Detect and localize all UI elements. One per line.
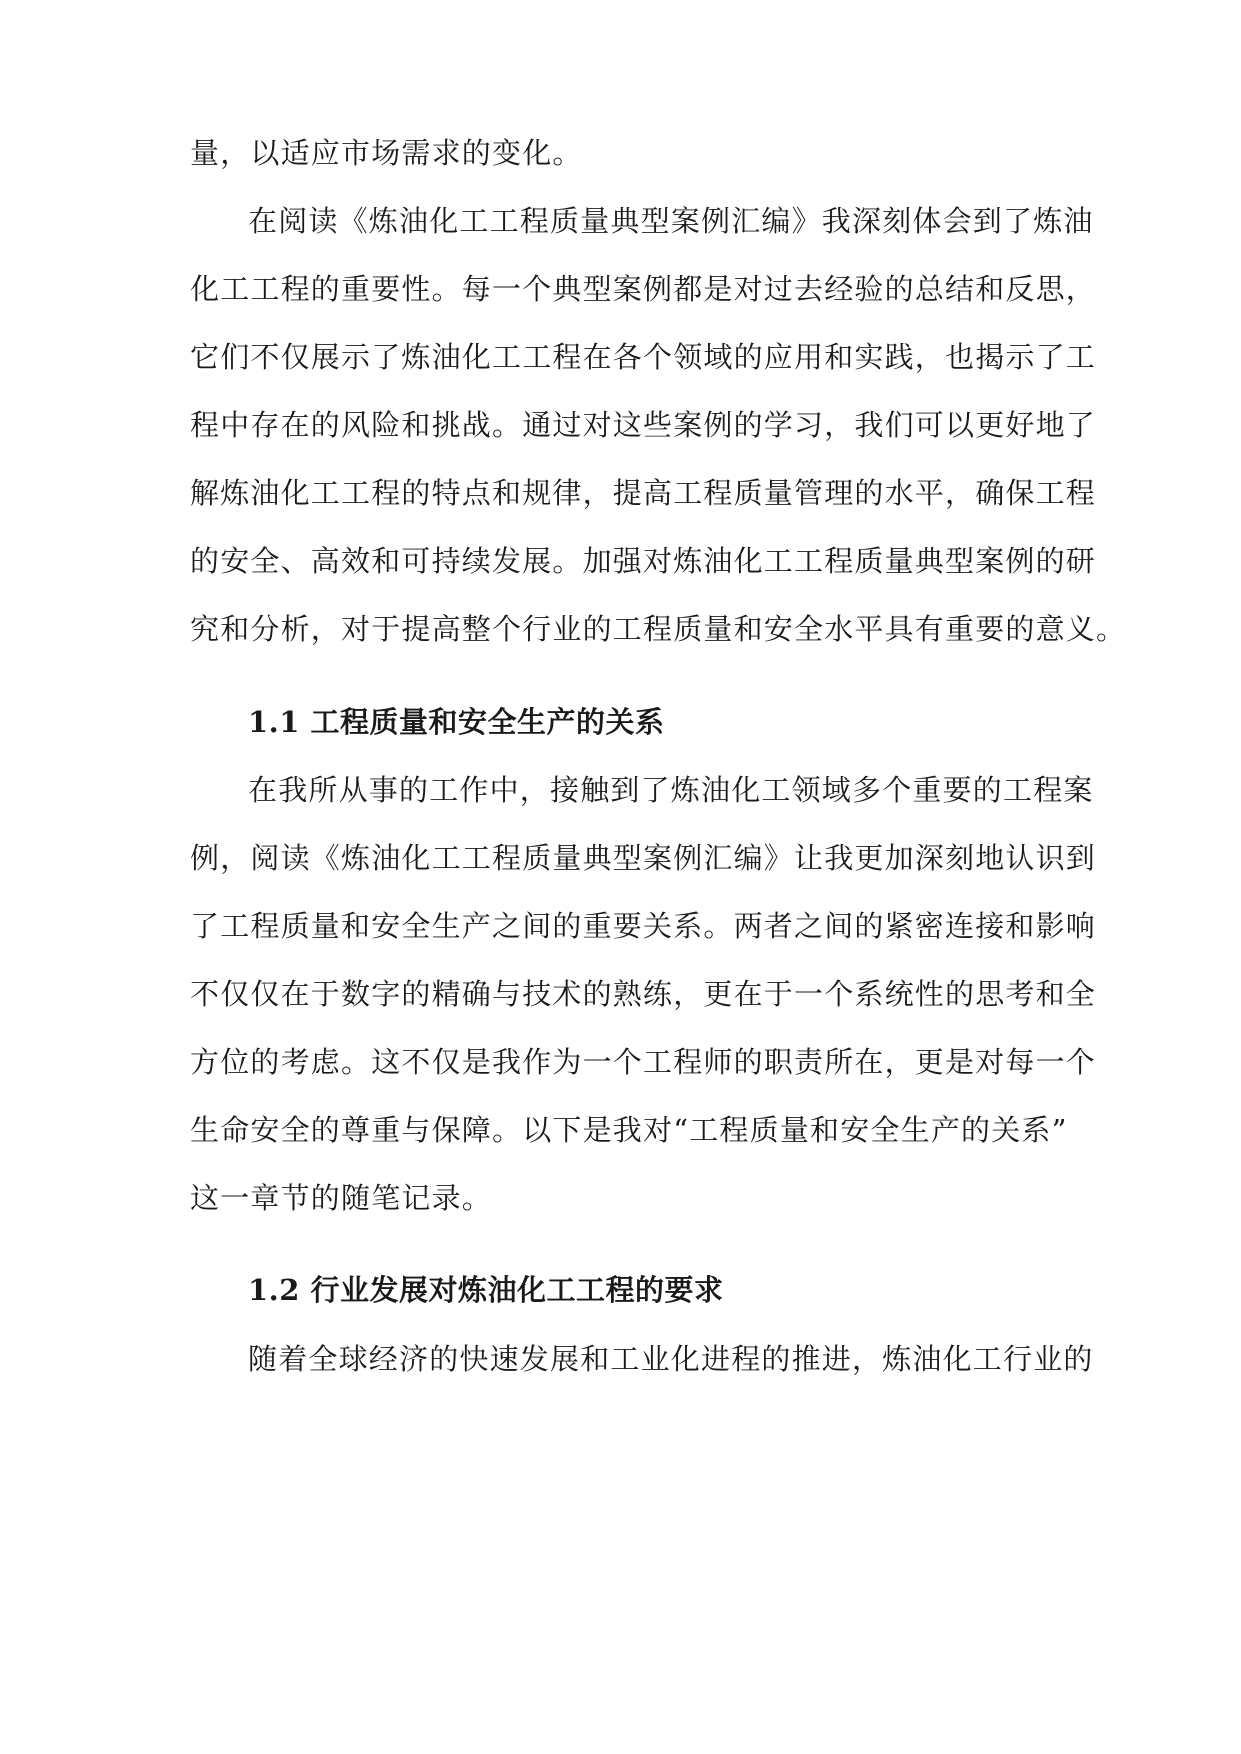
paragraph-line: 例，阅读《炼油化工工程质量典型案例汇编》让我更加深刻地认识到 <box>190 841 1097 875</box>
paragraph-line: 量，以适应市场需求的变化。 <box>190 136 583 170</box>
paragraph-line: 随着全球经济的快速发展和工业化进程的推进，炼油化工行业的 <box>248 1342 1094 1376</box>
paragraph-line: 的安全、高效和可持续发展。加强对炼油化工工程质量典型案例的研 <box>190 544 1097 578</box>
paragraph-line: 究和分析，对于提高整个行业的工程质量和安全水平具有重要的意义。 <box>190 612 1127 646</box>
paragraph-line: 在阅读《炼油化工工程质量典型案例汇编》我深刻体会到了炼油 <box>248 204 1094 238</box>
paragraph-line: 它们不仅展示了炼油化工工程在各个领域的应用和实践，也揭示了工 <box>190 340 1097 374</box>
section-heading: 1.1 工程质量和安全生产的关系 <box>248 705 665 739</box>
paragraph-line: 不仅仅在于数字的精确与技术的熟练，更在于一个系统性的思考和全 <box>190 977 1097 1011</box>
section-heading: 1.2 行业发展对炼油化工工程的要求 <box>248 1273 724 1307</box>
paragraph-line: 化工工程的重要性。每一个典型案例都是对过去经验的总结和反思， <box>190 272 1097 306</box>
paragraph-line: 方位的考虑。这不仅是我作为一个工程师的职责所在，更是对每一个 <box>190 1045 1097 1079</box>
paragraph-line: 生命安全的尊重与保障。以下是我对“工程质量和安全生产的关系” <box>190 1113 1068 1147</box>
paragraph-line: 这一章节的随笔记录。 <box>190 1181 493 1215</box>
paragraph-line: 解炼油化工工程的特点和规律，提高工程质量管理的水平，确保工程 <box>190 476 1097 510</box>
paragraph-line: 在我所从事的工作中，接触到了炼油化工领域多个重要的工程案 <box>248 773 1094 807</box>
paragraph-line: 了工程质量和安全生产之间的重要关系。两者之间的紧密连接和影响 <box>190 909 1097 943</box>
paragraph-line: 程中存在的风险和挑战。通过对这些案例的学习，我们可以更好地了 <box>190 408 1097 442</box>
